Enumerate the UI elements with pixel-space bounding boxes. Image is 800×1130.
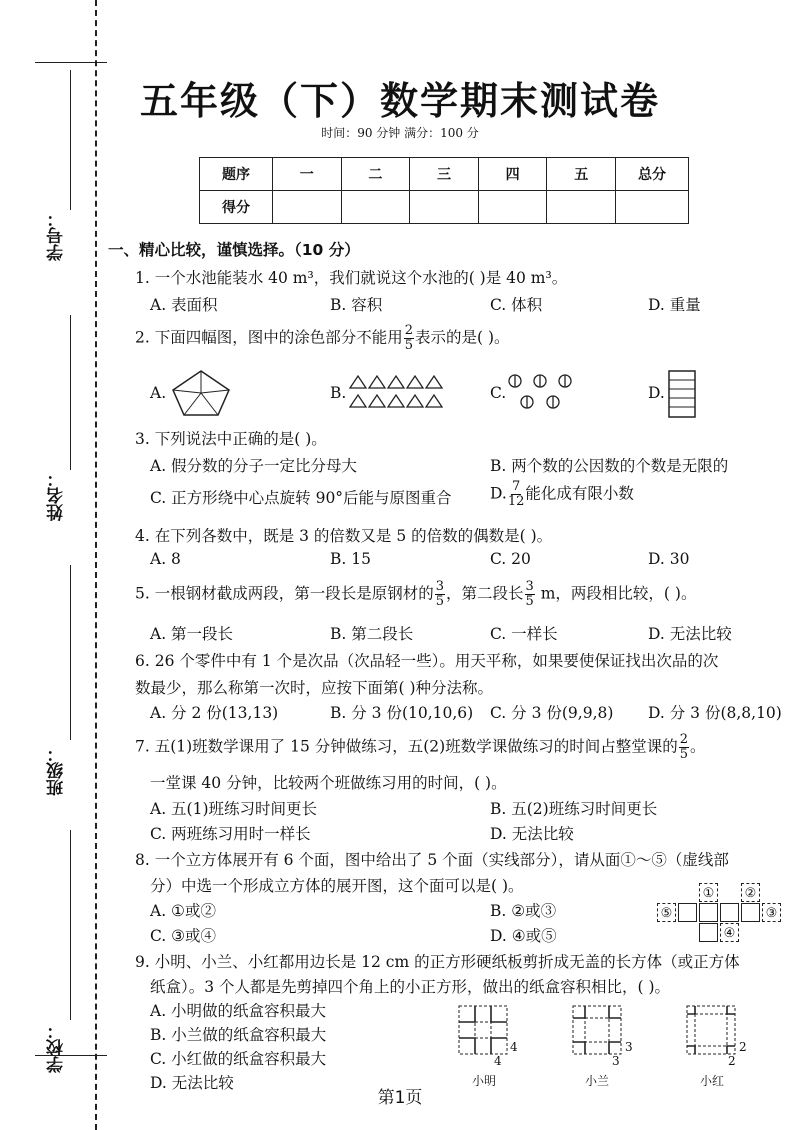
q3-option-a[interactable]: A. 假分数的分子一定比分母大 (150, 457, 358, 475)
xuexiao-line (70, 830, 71, 1020)
q8-option-c[interactable]: C. ③或④ (150, 927, 217, 945)
score-input-cell[interactable] (410, 191, 479, 224)
net-face-1: ① (699, 883, 718, 902)
net-face-5: ⑤ (657, 903, 676, 922)
question-7 (135, 733, 706, 762)
q3-option-c[interactable]: C. 正方形绕中心点旋转 90°后能与原图重合 (150, 489, 452, 507)
score-input-cell[interactable] (341, 191, 410, 224)
denominator: 5 (435, 594, 444, 609)
q4-option-b[interactable]: B. 15 (330, 550, 371, 568)
net-face-solid (741, 903, 760, 922)
score-cell: 五 (547, 158, 616, 191)
circles-figure (505, 372, 577, 412)
banji-line (70, 565, 71, 740)
xiaoming-side-label: 4 (510, 1040, 518, 1054)
denominator: 5 (525, 594, 534, 609)
score-table-score-row (200, 191, 689, 224)
xingming-label: 姓名： (47, 470, 67, 521)
cube-net-figure (657, 883, 782, 945)
net-face-solid (699, 903, 718, 922)
binding-dashed-line (95, 0, 97, 1130)
xiaolan-bottom-label: 3 (612, 1054, 620, 1068)
page-number: 第1页 (377, 1088, 423, 1108)
q5-text-end: m，两段相比较，( )。 (535, 584, 697, 603)
xuehao-label: 学号： (47, 210, 67, 261)
q5-option-a[interactable]: A. 第一段长 (150, 625, 234, 643)
xiaoming-name: 小明 (472, 1074, 497, 1088)
pentagon-figure (170, 368, 232, 418)
xiaoming-bottom-label: 4 (494, 1054, 502, 1068)
q3-option-b[interactable]: B. 两个数的公因数的个数是无限的 (490, 457, 729, 475)
fraction (508, 480, 525, 509)
score-cell: 二 (341, 158, 410, 191)
question-3: 3. 下列说法中正确的是( )。 (135, 430, 327, 448)
xiaolan-side-label: 3 (625, 1040, 633, 1054)
score-input-cell[interactable] (273, 191, 342, 224)
q2-text-end: 表示的是( )。 (415, 328, 510, 347)
denominator: 5 (404, 338, 413, 353)
numerator: 3 (525, 579, 534, 594)
q2-option-a[interactable]: A. (150, 384, 167, 402)
score-cell: 三 (410, 158, 479, 191)
question-6-line1: 6. 26 个零件中有 1 个是次品（次品轻一些）。用天平称，如果要使保证找出次品的次 (135, 652, 719, 670)
question-2 (135, 324, 510, 353)
triangles-figure (348, 374, 448, 410)
q5-text: 5. 一根钢材截成两段，第一段长是原钢材的 (135, 584, 434, 603)
question-8-line1: 8. 一个立方体展开有 6 个面，图中给出了 5 个面（实线部分），请从面①～⑤（虚线部 (135, 851, 729, 869)
denominator: 12 (507, 494, 525, 509)
q7-option-a[interactable]: A. 五(1)班练习时间更长 (150, 800, 318, 818)
xiaohong-box-figure (686, 1005, 736, 1055)
score-input-cell[interactable] (478, 191, 547, 224)
q7-text: 7. 五(1)班数学课用了 15 分钟做练习，五(2)班数学课做练习的时间占整堂课的 (135, 737, 678, 756)
q7-option-c[interactable]: C. 两班练习用时一样长 (150, 825, 311, 843)
xiaohong-bottom-label: 2 (728, 1054, 736, 1068)
question-9-line2: 纸盒）。3 个人都是先剪掉四个角上的小正方形，做出的纸盒容积相比，( )。 (150, 978, 671, 996)
xiaolan-name: 小兰 (585, 1074, 610, 1088)
xuexiao-label: 学校： (47, 1022, 67, 1073)
section-heading: 一、精心比较，谨慎选择。（10 分） (108, 241, 360, 259)
banji-label: 班级： (47, 745, 67, 796)
q4-option-d[interactable]: D. 30 (648, 550, 690, 568)
numerator: 2 (679, 732, 688, 747)
score-table-header-row (200, 158, 689, 191)
q5-option-d[interactable]: D. 无法比较 (648, 625, 732, 643)
striped-rectangle-figure (668, 370, 696, 418)
score-cell: 四 (478, 158, 547, 191)
numerator: 2 (404, 323, 413, 338)
q9-option-b[interactable]: B. 小兰做的纸盒容积最大 (150, 1026, 327, 1044)
score-cell: 得分 (200, 191, 273, 224)
net-face-2: ② (741, 883, 760, 902)
net-face-solid (678, 903, 697, 922)
net-face-4: ④ (720, 923, 739, 942)
score-cell: 总分 (616, 158, 689, 191)
question-1: 1. 一个水池能装水 40 m³，我们就说这个水池的( )是 40 m³。 (135, 269, 568, 287)
q8-option-b[interactable]: B. ②或③ (490, 902, 557, 920)
q1-option-d[interactable]: D. 重量 (648, 296, 701, 314)
fraction (679, 733, 689, 762)
net-face-3: ③ (762, 903, 781, 922)
q3-option-d[interactable] (490, 480, 634, 509)
q5-text-mid: ，第二段长 (446, 584, 524, 603)
q6-option-c[interactable]: C. 分 3 份(9,9,8) (490, 704, 614, 722)
fraction (404, 324, 414, 353)
q9-option-a[interactable]: A. 小明做的纸盒容积最大 (150, 1002, 327, 1020)
page-title: 五年级（下）数学期末测试卷 (139, 79, 660, 123)
q7-text-end: 。 (690, 737, 706, 756)
q2-option-c[interactable]: C. (490, 384, 507, 402)
net-face-solid (720, 903, 739, 922)
q5-option-b[interactable]: B. 第二段长 (330, 625, 414, 643)
question-5 (135, 580, 696, 609)
q2-text: 2. 下面四幅图，图中的涂色部分不能用 (135, 328, 403, 347)
xiaolan-box-figure (572, 1005, 622, 1055)
score-cell: 题序 (200, 158, 273, 191)
xiaohong-name: 小红 (700, 1074, 725, 1088)
numerator: 7 (511, 479, 521, 494)
q8-option-d[interactable]: D. ④或⑤ (490, 927, 557, 945)
question-8-line2: 分）中选一个形成立方体的展开图，这个面可以是( )。 (150, 877, 524, 895)
q1-option-c[interactable]: C. 体积 (490, 296, 543, 314)
question-6-line2: 数最少，那么称第一次时，应按下面第( )种分法称。 (135, 679, 494, 697)
q1-option-b[interactable]: B. 容积 (330, 296, 383, 314)
denominator: 5 (679, 747, 688, 762)
q2-option-b[interactable]: B. (330, 384, 347, 402)
numerator: 3 (435, 579, 444, 594)
exam-info: 时间：90 分钟 满分：100 分 (321, 126, 479, 140)
q8-option-a[interactable]: A. ①或② (150, 902, 216, 920)
q7-option-b[interactable]: B. 五(2)班练习时间更长 (490, 800, 658, 818)
q6-option-d[interactable]: D. 分 3 份(8,8,10) (648, 704, 782, 722)
xiaohong-side-label: 2 (739, 1040, 747, 1054)
question-7-line2: 一堂课 40 分钟，比较两个班做练习用的时间，( )。 (150, 774, 507, 792)
q3-d-text: 能化成有限小数 (525, 484, 634, 503)
q9-option-d[interactable]: D. 无法比较 (150, 1074, 234, 1092)
xiaoming-box-figure (458, 1005, 508, 1055)
score-input-cell[interactable] (547, 191, 616, 224)
q7-option-d[interactable]: D. 无法比较 (490, 825, 574, 843)
q9-option-c[interactable]: C. 小红做的纸盒容积最大 (150, 1050, 327, 1068)
score-cell: 一 (273, 158, 342, 191)
q4-option-a[interactable]: A. 8 (150, 550, 181, 568)
binding-tick (35, 62, 107, 63)
q4-option-c[interactable]: C. 20 (490, 550, 531, 568)
q6-option-a[interactable]: A. 分 2 份(13,13) (150, 704, 279, 722)
q5-option-c[interactable]: C. 一样长 (490, 625, 558, 643)
xingming-line (70, 315, 71, 470)
q3-d-label: D. (490, 484, 507, 503)
fraction (525, 580, 535, 609)
q2-option-d[interactable]: D. (648, 384, 665, 402)
question-9-line1: 9. 小明、小兰、小红都用边长是 12 cm 的正方形硬纸板剪折成无盖的长方体（或正方体 (135, 953, 740, 971)
q6-option-b[interactable]: B. 分 3 份(10,10,6) (330, 704, 474, 722)
q1-option-a[interactable]: A. 表面积 (150, 296, 218, 314)
question-4: 4. 在下列各数中，既是 3 的倍数又是 5 的倍数的偶数是( )。 (135, 527, 553, 545)
score-input-cell[interactable] (616, 191, 689, 224)
net-face-solid (699, 923, 718, 942)
score-table (199, 157, 689, 224)
fraction (435, 580, 445, 609)
